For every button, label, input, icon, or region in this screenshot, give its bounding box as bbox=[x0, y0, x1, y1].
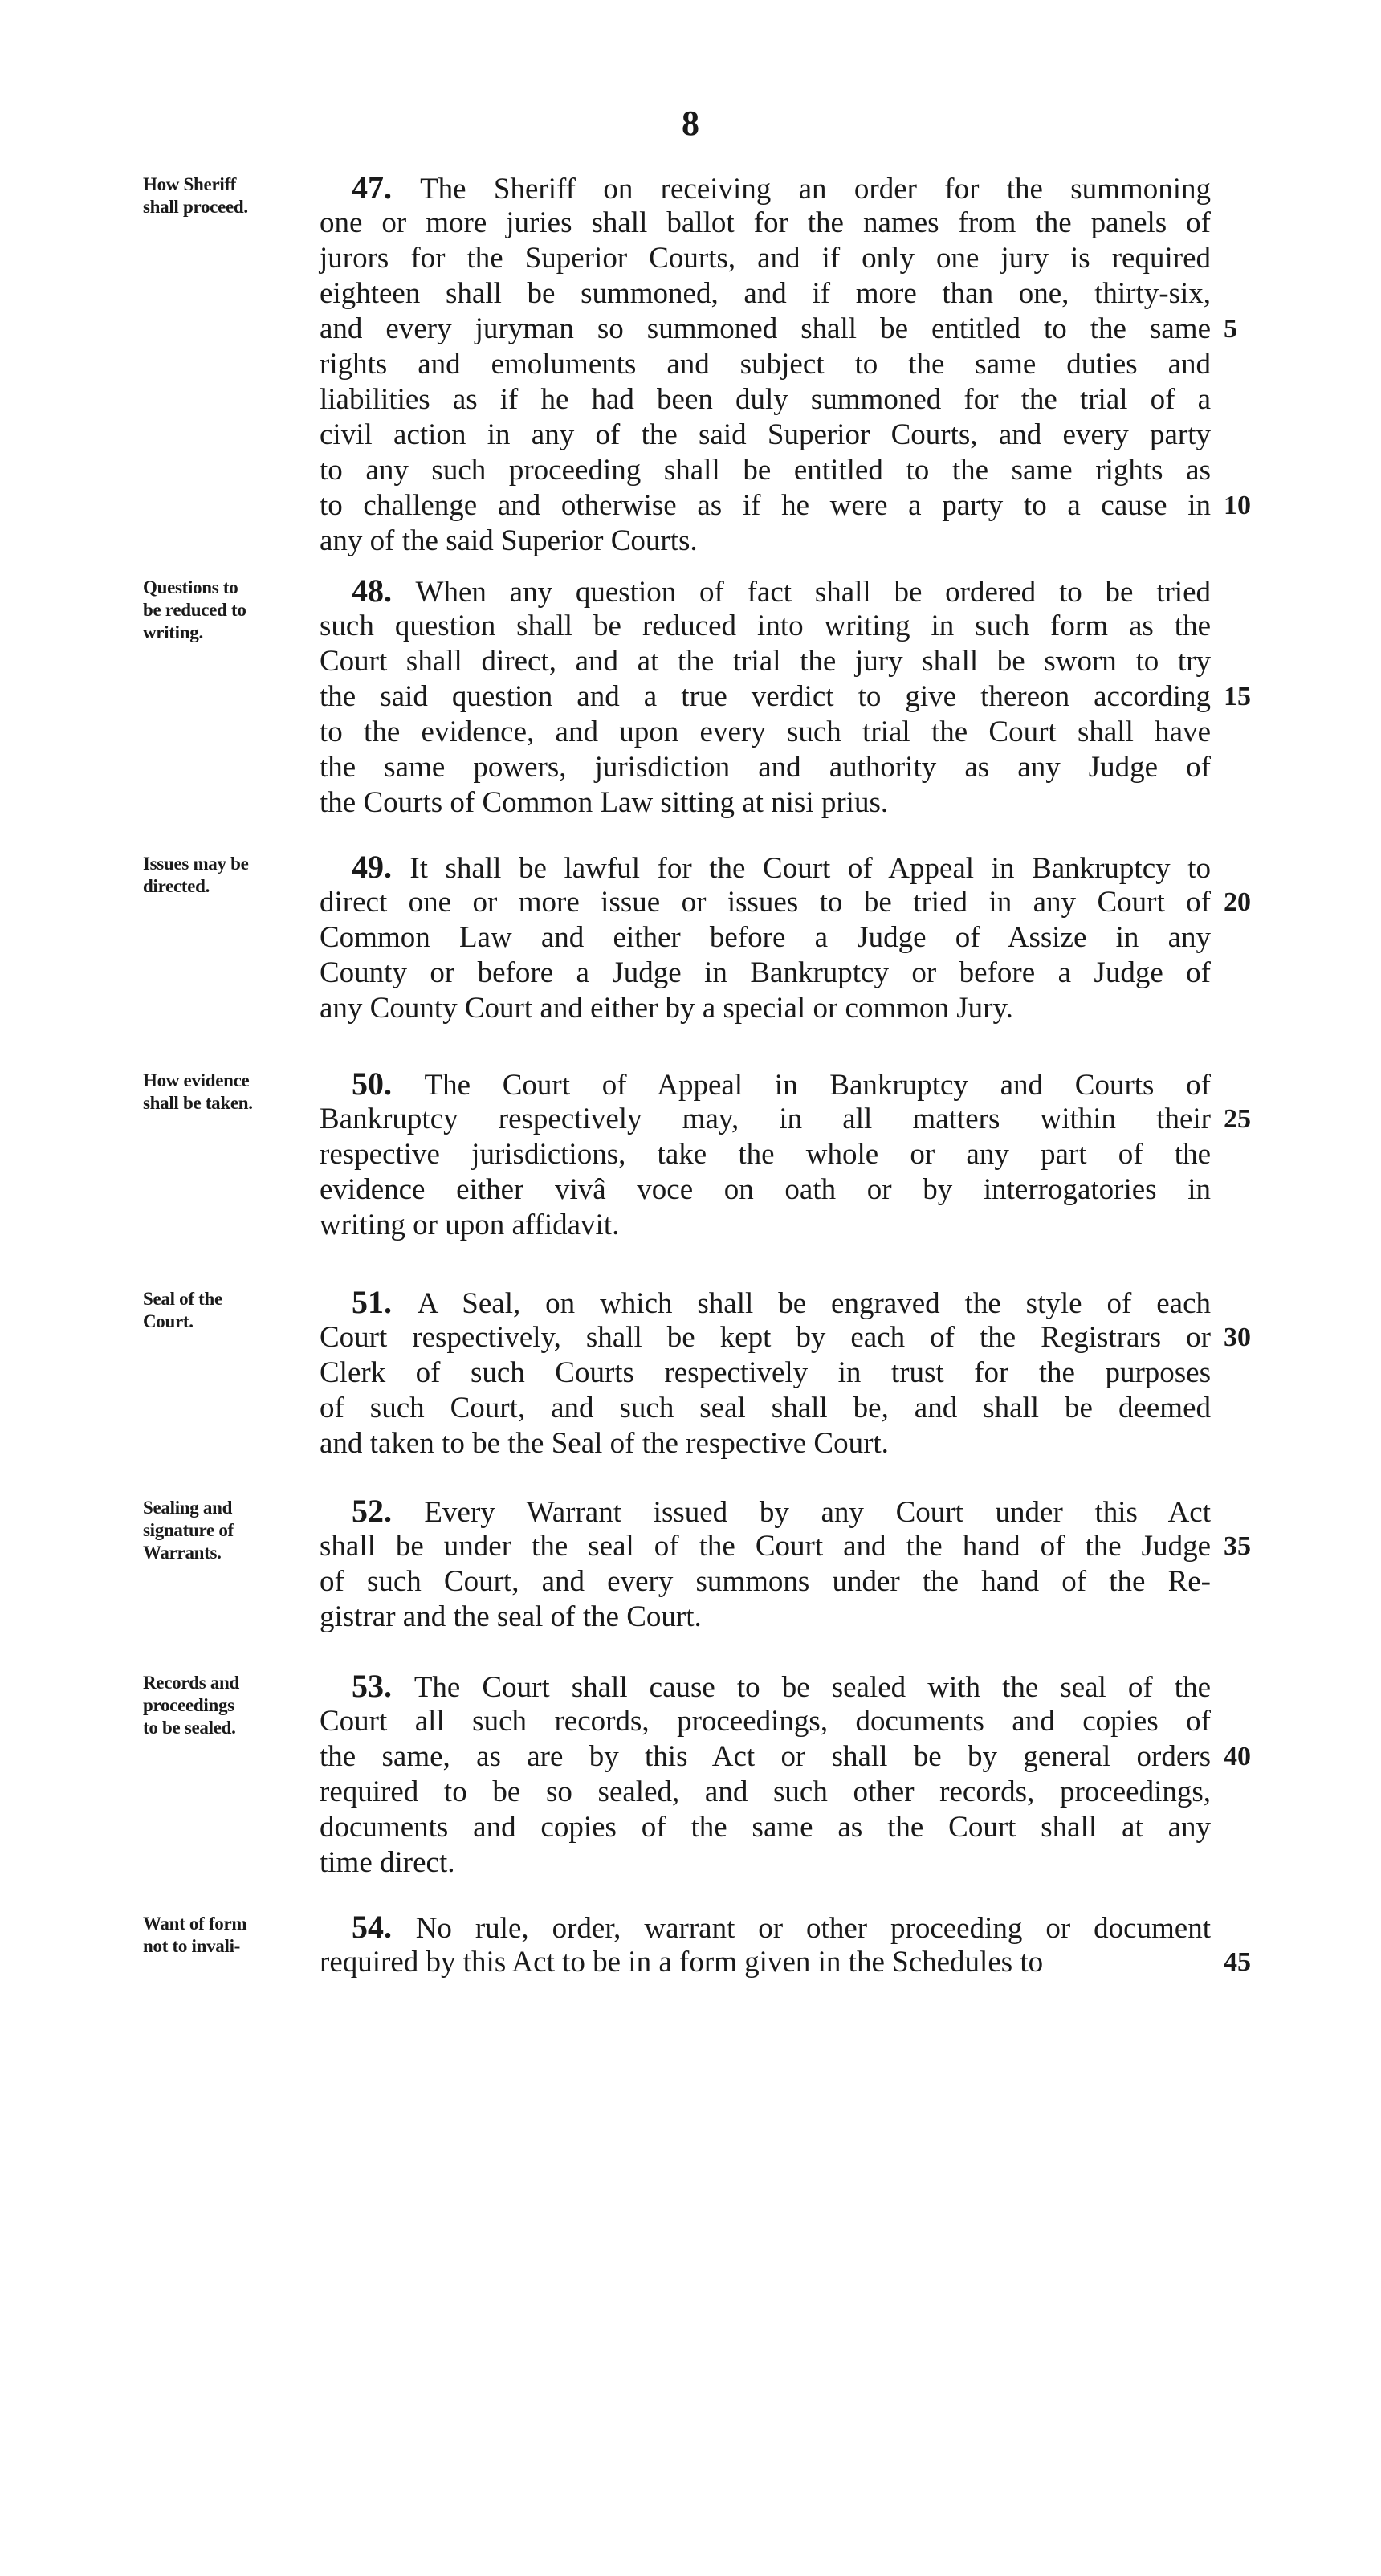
text-line: of such Court, and such seal shall be, and shall be deemed bbox=[320, 1392, 1211, 1425]
line-number: 30 bbox=[1224, 1323, 1251, 1352]
section-text bbox=[320, 1285, 1211, 1461]
section-text bbox=[320, 1669, 1211, 1881]
text-line: required by this Act to be in a form given in the Schedules to bbox=[320, 1946, 1044, 1979]
section-text bbox=[320, 1494, 1211, 1635]
margin-note: How evidence shall be taken. bbox=[143, 1070, 253, 1113]
section-text bbox=[320, 573, 1211, 821]
section-text bbox=[320, 1066, 1211, 1243]
text-line: and every juryman so summoned shall be entitled to the same bbox=[320, 312, 1211, 345]
section-number: 54. bbox=[352, 1909, 416, 1945]
text-line: evidence either vivâ voce on oath or by interrogatories in bbox=[320, 1173, 1211, 1206]
text-line: the same powers, jurisdiction and authority as any Judge of bbox=[320, 751, 1211, 784]
text-line: to the evidence, and upon every such trial the Court shall have bbox=[320, 715, 1211, 748]
text-line: Common Law and either before a Judge of Assize in any bbox=[320, 921, 1211, 954]
text-line: jurors for the Superior Courts, and if only one jury is required bbox=[320, 242, 1211, 275]
text-line: such question shall be reduced into writing in such form as the bbox=[320, 609, 1211, 642]
text-line: Bankruptcy respectively may, in all matters within their bbox=[320, 1103, 1211, 1135]
margin-note: Sealing and signature of Warrants. bbox=[143, 1498, 234, 1563]
section-number: 51. bbox=[352, 1284, 418, 1320]
line-number: 10 bbox=[1224, 491, 1251, 520]
text-line: the said question and a true verdict to give thereon according bbox=[320, 680, 1211, 713]
text-line: 52. Every Warrant issued by any Court under this Act bbox=[352, 1493, 1211, 1529]
section-number: 53. bbox=[352, 1668, 414, 1704]
section-number: 48. bbox=[352, 573, 416, 609]
text-line: of such Court, and every summons under the hand of the Re- bbox=[320, 1565, 1211, 1598]
margin-note: Seal of the Court. bbox=[143, 1289, 222, 1331]
line-number: 40 bbox=[1224, 1742, 1251, 1771]
text-line: time direct. bbox=[320, 1846, 455, 1879]
text-line: Court shall direct, and at the trial the jury shall be sworn to try bbox=[320, 645, 1211, 678]
text-line: to any such proceeding shall be entitled to the same rights as bbox=[320, 454, 1211, 487]
text-line: respective jurisdictions, take the whole or any part of the bbox=[320, 1138, 1211, 1171]
text-line: civil action in any of the said Superior Courts, and every party bbox=[320, 418, 1211, 451]
line-number: 45 bbox=[1224, 1947, 1251, 1977]
section-number: 49. bbox=[352, 849, 410, 885]
section-number: 50. bbox=[352, 1066, 425, 1102]
text-line: any of the said Superior Courts. bbox=[320, 524, 698, 557]
text-line: documents and copies of the same as the Court shall at any bbox=[320, 1811, 1211, 1844]
text-line: the Courts of Common Law sitting at nisi prius. bbox=[320, 786, 889, 819]
text-line: 53. The Court shall cause to be sealed with the seal of the bbox=[352, 1668, 1211, 1704]
text-line: writing or upon affidavit. bbox=[320, 1209, 620, 1241]
text-line: one or more juries shall ballot for the names from the panels of bbox=[320, 206, 1211, 239]
section-text bbox=[320, 850, 1211, 1026]
margin-note: Records and proceedings to be sealed. bbox=[143, 1673, 240, 1738]
text-line: Clerk of such Courts respectively in trust for the purposes bbox=[320, 1356, 1211, 1389]
text-line: and taken to be the Seal of the respective Court. bbox=[320, 1427, 889, 1460]
section-number: 47. bbox=[352, 169, 421, 206]
text-line: Court respectively, shall be kept by each of the Registrars or bbox=[320, 1321, 1211, 1354]
text-line: liabilities as if he had been duly summoned for the trial of a bbox=[320, 383, 1211, 416]
section-text bbox=[320, 1910, 1211, 1980]
line-number: 5 bbox=[1224, 314, 1237, 344]
text-line: County or before a Judge in Bankruptcy or before a Judge of bbox=[320, 956, 1211, 989]
text-line: gistrar and the seal of the Court. bbox=[320, 1600, 702, 1633]
text-line: 54. No rule, order, warrant or other proceeding or document bbox=[352, 1909, 1211, 1945]
text-line: 51. A Seal, on which shall be engraved the style of each bbox=[352, 1284, 1211, 1320]
text-line: 49. It shall be lawful for the Court of Appeal in Bankruptcy to bbox=[352, 849, 1211, 885]
line-number: 20 bbox=[1224, 887, 1251, 917]
text-line: any County Court and either by a special or common Jury. bbox=[320, 992, 1013, 1025]
text-line: 48. When any question of fact shall be ordered to be tried bbox=[352, 573, 1211, 609]
margin-note: Questions to be reduced to writing. bbox=[143, 577, 246, 642]
text-line: Court all such records, proceedings, documents and copies of bbox=[320, 1705, 1211, 1738]
line-number: 35 bbox=[1224, 1531, 1251, 1561]
margin-note: Issues may be directed. bbox=[143, 854, 249, 896]
text-line: to challenge and otherwise as if he were a party to a cause in bbox=[320, 489, 1211, 522]
page-number: 8 bbox=[682, 104, 699, 143]
section-text bbox=[320, 170, 1211, 559]
margin-note: Want of form not to invali- bbox=[143, 1914, 247, 1956]
text-line: eighteen shall be summoned, and if more than one, thirty-six, bbox=[320, 277, 1211, 310]
text-line: rights and emoluments and subject to the same duties and bbox=[320, 348, 1211, 381]
text-line: 50. The Court of Appeal in Bankruptcy and Courts of bbox=[352, 1066, 1212, 1102]
section-number: 52. bbox=[352, 1493, 425, 1529]
text-line: required to be so sealed, and such other records, proceedings, bbox=[320, 1775, 1211, 1808]
text-line: shall be under the seal of the Court and the hand of the Judge bbox=[320, 1530, 1211, 1563]
margin-note: How Sheriff shall proceed. bbox=[143, 174, 248, 217]
line-number: 15 bbox=[1224, 682, 1251, 711]
text-line: direct one or more issue or issues to be tried in any Court of bbox=[320, 886, 1211, 919]
text-line: 47. The Sheriff on receiving an order for the summoning bbox=[352, 169, 1211, 206]
line-number: 25 bbox=[1224, 1104, 1251, 1134]
text-line: the same, as are by this Act or shall be by general orders bbox=[320, 1740, 1211, 1773]
